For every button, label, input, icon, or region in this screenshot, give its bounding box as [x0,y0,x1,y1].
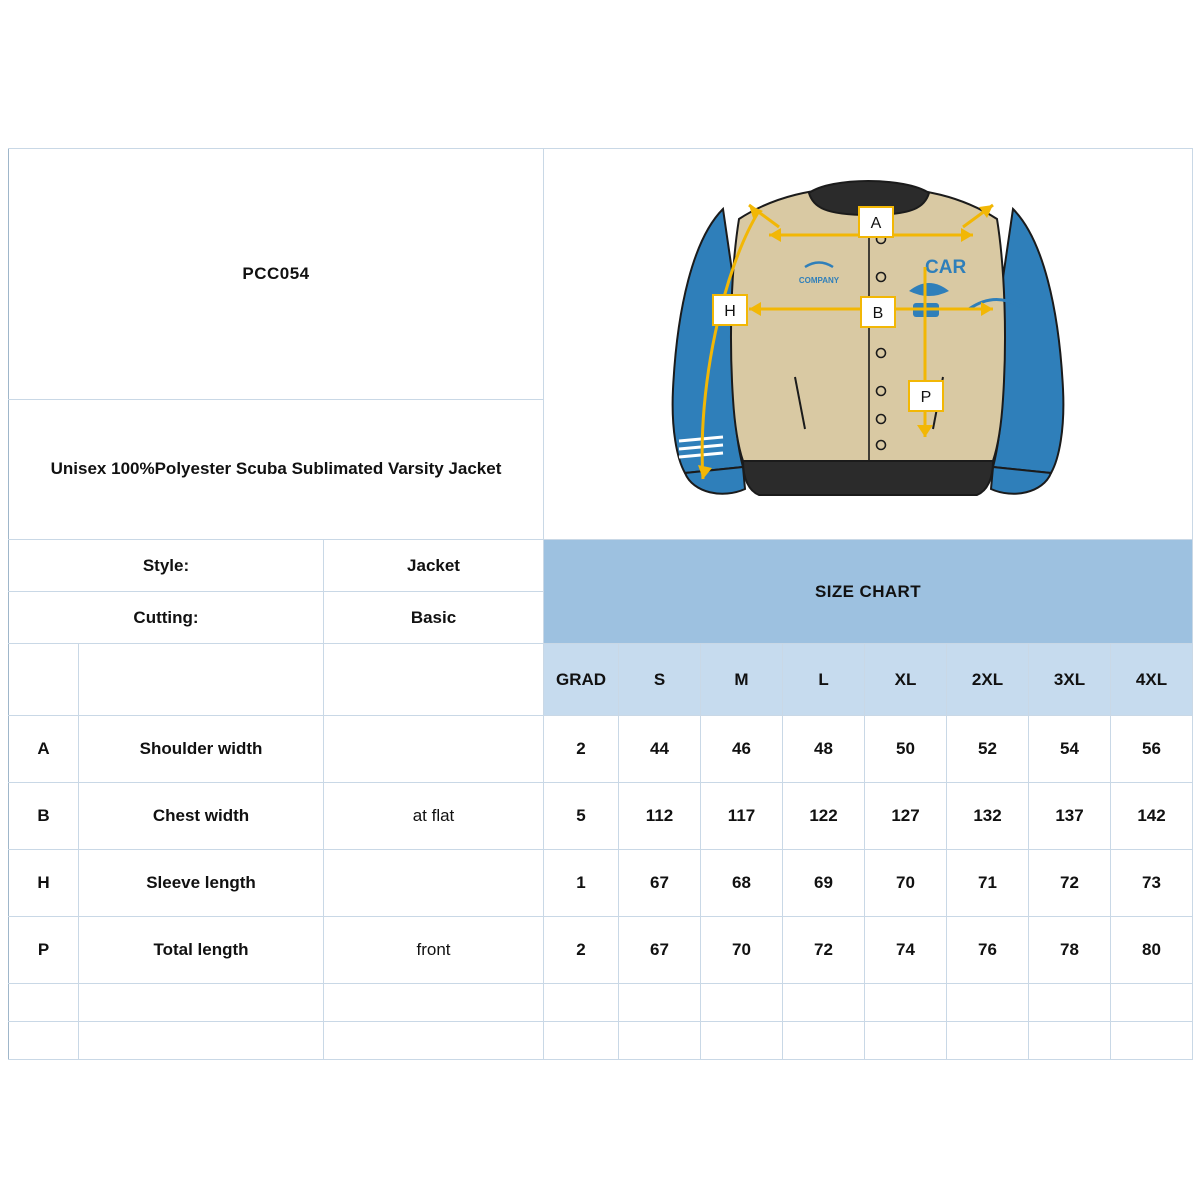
value-a-3xl: 54 [1029,716,1111,783]
empty-cell [324,984,544,1022]
value-h-4xl: 73 [1111,850,1193,917]
jacket-illustration [544,149,1193,540]
product-code: PCC054 [9,149,544,400]
empty-cell [865,1022,947,1060]
size-header-s: S [619,644,701,716]
artwork-company-text: COMPANY [798,276,840,285]
table-row [9,716,1193,783]
svg-text:H: H [724,303,736,320]
size-header-xl: XL [865,644,947,716]
empty-cell [544,1022,619,1060]
size-header-2xl: 2XL [947,644,1029,716]
cutting-value: Basic [324,592,544,644]
cutting-label: Cutting: [9,592,324,644]
empty-cell [619,1022,701,1060]
grad-value-b: 5 [544,783,619,850]
value-b-l: 122 [783,783,865,850]
value-p-2xl: 76 [947,917,1029,984]
measurement-name-b: Chest width [79,783,324,850]
empty-cell [947,984,1029,1022]
empty-cell [1111,984,1193,1022]
empty-cell [947,1022,1029,1060]
empty-cell [1111,1022,1193,1060]
value-a-2xl: 52 [947,716,1029,783]
row-letter-p: P [9,917,79,984]
size-header-3xl: 3XL [1029,644,1111,716]
grad-header: GRAD [544,644,619,716]
artwork-car-text: CAR [925,257,967,278]
measurement-note-a [324,716,544,783]
value-p-m: 70 [701,917,783,984]
value-p-xl: 74 [865,917,947,984]
empty-cell [9,1022,79,1060]
header-spacer-note [324,644,544,716]
table-row [9,850,1193,917]
row-letter-a: A [9,716,79,783]
spec-sheet [8,148,1192,1038]
empty-cell [701,1022,783,1060]
value-h-l: 69 [783,850,865,917]
callout-b [861,297,895,327]
value-h-3xl: 72 [1029,850,1111,917]
measurement-name-h: Sleeve length [79,850,324,917]
empty-cell [865,984,947,1022]
value-h-s: 67 [619,850,701,917]
empty-cell [79,1022,324,1060]
value-h-2xl: 71 [947,850,1029,917]
value-b-m: 117 [701,783,783,850]
empty-cell [324,1022,544,1060]
empty-cell [79,984,324,1022]
size-header-m: M [701,644,783,716]
size-header-4xl: 4XL [1111,644,1193,716]
empty-cell [783,984,865,1022]
value-p-l: 72 [783,917,865,984]
empty-cell [544,984,619,1022]
measurement-note-h [324,850,544,917]
empty-cell [783,1022,865,1060]
table-row [9,783,1193,850]
value-a-l: 48 [783,716,865,783]
row-letter-h: H [9,850,79,917]
measurement-name-p: Total length [79,917,324,984]
callout-a [859,207,893,237]
empty-cell [1029,984,1111,1022]
value-h-xl: 70 [865,850,947,917]
grad-value-p: 2 [544,917,619,984]
size-header-l: L [783,644,865,716]
value-b-xl: 127 [865,783,947,850]
empty-row [9,1022,1193,1060]
value-a-s: 44 [619,716,701,783]
empty-cell [1029,1022,1111,1060]
measurement-note-p: front [324,917,544,984]
header-spacer-name [79,644,324,716]
value-b-4xl: 142 [1111,783,1193,850]
grad-value-h: 1 [544,850,619,917]
value-b-s: 112 [619,783,701,850]
value-p-4xl: 80 [1111,917,1193,984]
svg-text:B: B [872,305,884,322]
callout-h [713,295,747,325]
size-chart-title: SIZE CHART [544,540,1193,644]
value-a-m: 46 [701,716,783,783]
row-letter-b: B [9,783,79,850]
empty-row [9,984,1193,1022]
grad-value-a: 2 [544,716,619,783]
jacket-illustration-canvas [544,149,1192,539]
value-p-3xl: 78 [1029,917,1111,984]
style-label: Style: [9,540,324,592]
spec-table [8,148,1193,1060]
measurement-note-b: at flat [324,783,544,850]
value-b-2xl: 132 [947,783,1029,850]
empty-cell [701,984,783,1022]
measurement-name-a: Shoulder width [79,716,324,783]
callout-p [909,381,943,411]
value-p-s: 67 [619,917,701,984]
empty-cell [619,984,701,1022]
header-spacer-letter [9,644,79,716]
product-description: Unisex 100%Polyester Scuba Sublimated Varsity Jacket [9,399,544,539]
value-b-3xl: 137 [1029,783,1111,850]
value-h-m: 68 [701,850,783,917]
table-row [9,917,1193,984]
svg-text:P: P [920,389,932,406]
value-a-xl: 50 [865,716,947,783]
value-a-4xl: 56 [1111,716,1193,783]
style-value: Jacket [324,540,544,592]
empty-cell [9,984,79,1022]
svg-text:A: A [870,215,882,232]
